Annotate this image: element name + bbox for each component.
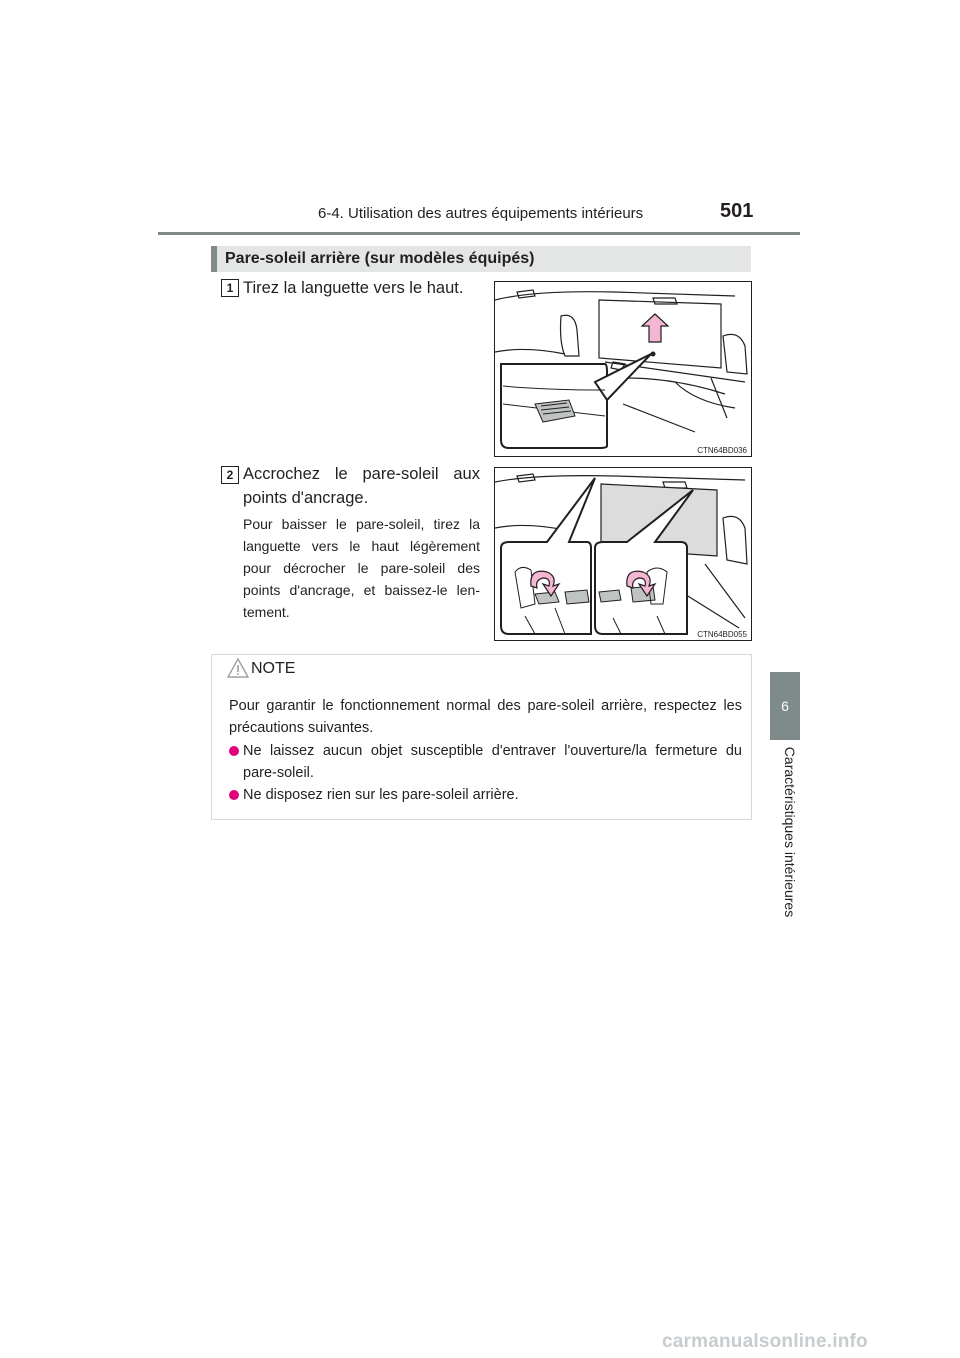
bullet-dot-icon bbox=[229, 746, 239, 756]
step-2-note: Pour baisser le pare-soleil, tirez la languette vers le haut légèrement pour décrocher le pare-soleil des points d'ancrage, et baissez-le len-tement. bbox=[243, 516, 480, 620]
step-1-image-code: CTN64BD036 bbox=[697, 446, 747, 455]
step-2-image-code: CTN64BD055 bbox=[697, 630, 747, 639]
step-2-illustration bbox=[494, 467, 752, 641]
chapter-label bbox=[783, 742, 797, 922]
step-1-text: Tirez la languette vers le haut. bbox=[243, 279, 464, 297]
warning-triangle-icon bbox=[227, 658, 249, 683]
step-2-number: 2 bbox=[221, 466, 239, 484]
note-title: NOTE bbox=[251, 660, 296, 677]
sunshade-anchor-illustration bbox=[495, 468, 751, 640]
header-divider bbox=[158, 232, 800, 235]
note-body: Pour garantir le fonctionnement normal des pare-soleil arrière, respectez les précautions suivantes. bbox=[229, 698, 742, 736]
section-heading bbox=[211, 246, 751, 272]
arrow-up-icon bbox=[642, 314, 668, 342]
note-bullet-1-text: Ne laissez aucun objet susceptible d'entraver l'ouverture/la fermeture du pare-soleil. bbox=[243, 743, 742, 781]
step-1-number: 1 bbox=[221, 279, 239, 297]
bullet-dot-icon bbox=[229, 790, 239, 800]
page-number: 501 bbox=[720, 200, 754, 222]
chapter-label-text: Caractéristiques intérieures bbox=[782, 746, 798, 918]
section-title: Pare-soleil arrière (sur modèles équipés) bbox=[225, 250, 535, 267]
section-accent bbox=[211, 246, 217, 272]
step-2-text: Accrochez le pare-soleil aux points d'ancrage. bbox=[243, 465, 480, 507]
step-1-illustration bbox=[494, 281, 752, 457]
note-bullet-2-text: Ne disposez rien sur les pare-soleil arrière. bbox=[243, 787, 519, 803]
running-header: 6-4. Utilisation des autres équipements intérieurs bbox=[318, 205, 644, 222]
sunshade-pull-illustration bbox=[495, 282, 751, 456]
chapter-tab: 6 bbox=[770, 672, 800, 740]
watermark: carmanualsonline.info bbox=[662, 1331, 868, 1352]
